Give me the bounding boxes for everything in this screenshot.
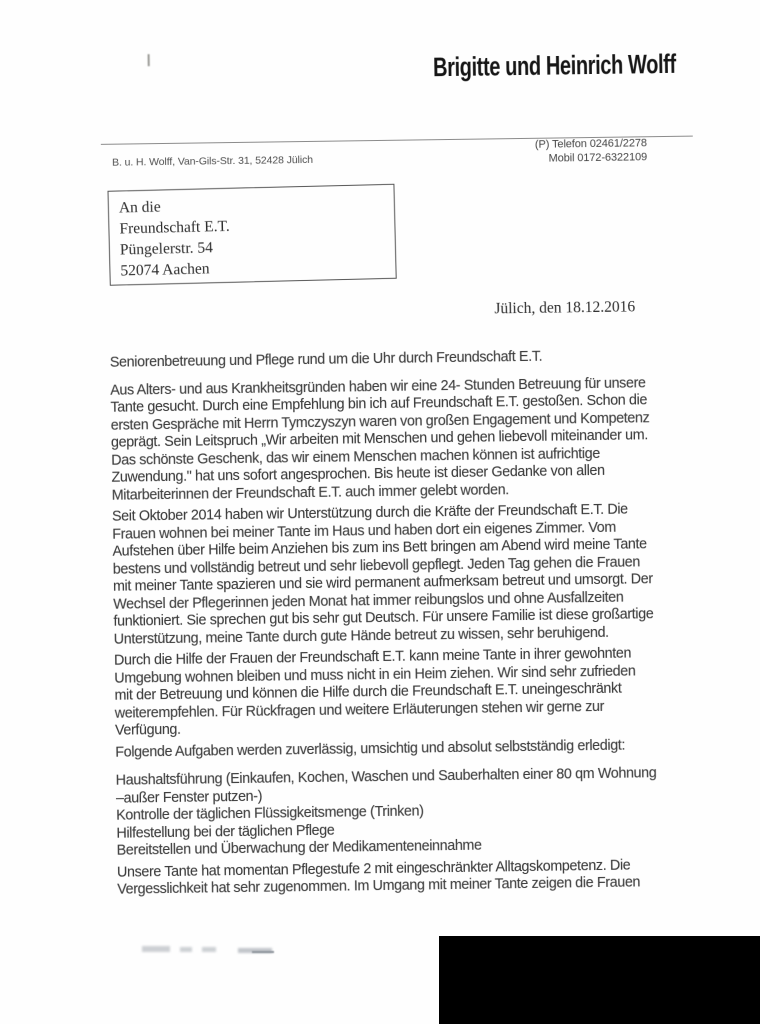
task-list: Haushaltsführung (Einkaufen, Kochen, Waschen und Sauberhalten einer 80 qm Wohnung –außer Fenster putzen-) Kontrolle der täglichen Flüssigkeitsmenge (Trinken) Hilfestellung bei der täglichen Pflege Bereitstellen und Überwachung der Medikamenteneinnahme [115,765,657,859]
scan-smudge [142,946,170,952]
scan-artifact-mark [148,54,150,66]
paragraph-5: Unsere Tante hat momentan Pflegestufe 2 mit eingeschränkter Alltagskompetenz. Die Vergesslichkeit hat sehr zugenommen. Im Umgang mit meiner Tante zeigen die Frauen [116,857,641,898]
scan-smudge [180,947,192,952]
sender-return-address: B. u. H. Wolff, Van-Gils-Str. 31, 52428 Jülich [112,153,313,169]
letter-body [110,346,760,900]
letterhead-name: Brigitte und Heinrich Wolff [432,48,676,83]
paragraph-4: Folgende Aufgaben werden zuverlässig, umsichtig und absolut selbstständig erledigt: [115,737,626,761]
mobil-line: Mobil 0172-6322109 [548,150,648,165]
scan-smudge [202,947,216,952]
paragraph-3: Durch die Hilfe der Frauen der Freundschaft E.T. kann meine Tante in ihrer gewohnten Umgebung wohnen bleiben und muss nicht in ein Heim ziehen. Wir sind sehr zufrieden mit der Betreuung und können die Hilfe durch die Freundschaft E.T. uneingeschränkt weiterempfehlen. Für Rückfragen und weitere Erläuterungen stehen wir gerne zur Verfügung. [113,645,636,739]
subject-line: Seniorenbetreuung und Pflege rund um die Uhr durch Freundschaft E.T. [109,348,543,371]
dateline: Jülich, den 18.12.2016 [494,298,636,318]
telefon-line: (P) Telefon 02461/2278 [534,137,647,151]
scan-smudge [252,951,274,953]
redaction-box [439,936,760,1024]
letterhead-contact [535,137,647,166]
paragraph-1: Aus Alters- und aus Krankheitsgründen haben wir eine 24- Stunden Betreuung für unsere Tante gesucht. Durch eine Empfehlung bin ich auf Freundschaft E.T. gestoßen. Schon die ersten Gespräche mit Herrn Tymczyszyn waren von großen Engagement und Kompetenz geprägt. Sein Leitspruch „Wir arbeiten mit Menschen und gehen liebevoll miteinander um. Das schönste Geschenk, das wir einem Menschen machen können ist aufrichtige Zuwendung." hat uns sofort angesprochen. Bis heute ist dieser Gedanke von allen Mitarbeiterinnen der Freundschaft E.T. auch immer gelebt worden. [110,374,650,504]
recipient-address-box: An die Freundschaft E.T. Püngelerstr. 54 52074 Aachen [107,184,396,286]
paragraph-2: Seit Oktober 2014 haben wir Unterstützung durch die Kräfte der Freundschaft E.T. Die Frauen wohnen bei meiner Tante im Haus und haben dort ein eigenes Zimmer. Vom Aufstehen über Hilfe beim Anziehen bis zum ins Bett bringen am Abend wird meine Tante bestens und vollständig betreut und sehr liebevoll gepflegt. Jeden Tag gehen die Frauen mit meiner Tante spazieren und sie wird permanent aufmerksam betreut und umsorgt. Der Wechsel der Pflegerinnen jeden Monat hat immer reibungslos und ohne Ausfallzeiten funktioniert. Sie sprechen gut bis sehr gut Deutsch. Für unsere Familie ist diese großartige Unterstützung, meine Tante durch gute Hände betreut zu wissen, sehr beruhigend. [111,501,654,648]
